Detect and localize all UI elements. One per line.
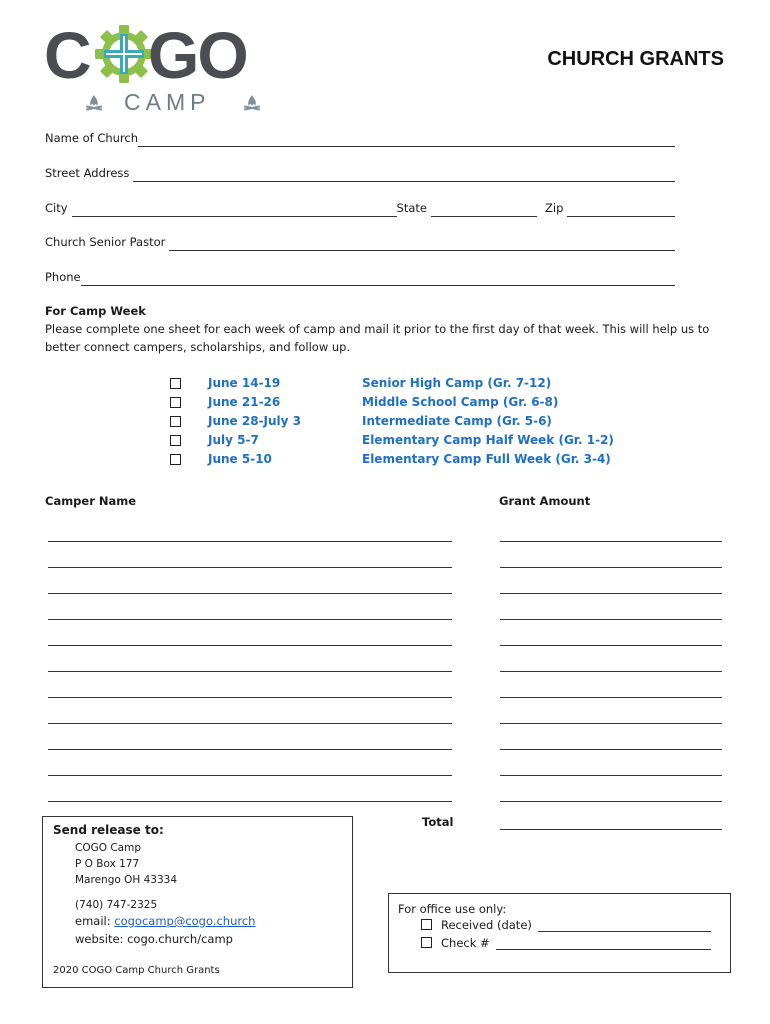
campfire-icon: [84, 94, 104, 112]
week-camp: Elementary Camp Full Week (Gr. 3-4): [362, 452, 611, 466]
logo-camp: [80, 88, 260, 116]
week-checkbox[interactable]: [170, 454, 181, 465]
pastor-label: Church Senior Pastor: [45, 235, 166, 249]
document-title: CHURCH GRANTS: [547, 48, 724, 70]
release-email-link[interactable]: cogocamp@cogo.church: [114, 914, 256, 928]
week-date: June 14-19: [208, 376, 281, 390]
zip-label: Zip: [545, 201, 564, 215]
city-label: City: [45, 201, 68, 215]
release-email-line: [75, 914, 255, 929]
gear-cross-icon: [94, 24, 154, 84]
check-checkbox[interactable]: [421, 937, 432, 948]
camper-name-header: Camper Name: [45, 494, 137, 508]
camper-name-blank[interactable]: [48, 697, 452, 698]
camper-name-blank[interactable]: [48, 749, 452, 750]
grant-amount-blank[interactable]: [500, 645, 722, 646]
release-city: Marengo OH 43334: [75, 874, 178, 886]
week-checkbox[interactable]: [170, 435, 181, 446]
send-release-box: [42, 816, 353, 988]
city-state-zip-field[interactable]: [45, 199, 675, 217]
office-use-title: For office use only:: [398, 902, 507, 916]
week-option[interactable]: [168, 450, 628, 469]
grant-amount-blank[interactable]: [500, 567, 722, 568]
camper-name-blank[interactable]: [48, 645, 452, 646]
logo-letter-c: C: [44, 18, 90, 92]
grant-amount-blank[interactable]: [500, 775, 722, 776]
week-camp: Intermediate Camp (Gr. 5-6): [362, 414, 552, 428]
camper-name-blank[interactable]: [48, 541, 452, 542]
check-number-field[interactable]: [421, 934, 711, 950]
state-label: State: [396, 201, 427, 215]
week-checkbox[interactable]: [170, 397, 181, 408]
grant-amount-blank[interactable]: [500, 723, 722, 724]
street-address-field[interactable]: [45, 164, 675, 182]
week-option[interactable]: [168, 393, 628, 412]
pastor-field[interactable]: [45, 233, 675, 251]
check-blank[interactable]: [496, 937, 711, 950]
week-checkbox[interactable]: [170, 416, 181, 427]
received-checkbox[interactable]: [421, 919, 432, 930]
logo-letters-go: GO: [148, 18, 247, 92]
grant-amount-blank[interactable]: [500, 749, 722, 750]
camper-name-blank[interactable]: [48, 775, 452, 776]
grant-amount-header: Grant Amount: [499, 494, 591, 508]
received-blank[interactable]: [538, 919, 711, 932]
camp-week-heading: For Camp Week: [45, 304, 146, 318]
church-name-field[interactable]: [45, 129, 675, 147]
week-date: July 5-7: [208, 433, 259, 447]
total-label: Total: [422, 815, 454, 829]
week-date: June 5-10: [208, 452, 272, 466]
phone-blank[interactable]: [81, 273, 675, 286]
week-camp: Middle School Camp (Gr. 6-8): [362, 395, 559, 409]
camper-name-blank[interactable]: [48, 671, 452, 672]
church-name-label: Name of Church: [45, 131, 139, 145]
street-address-label: Street Address: [45, 166, 130, 180]
week-checkbox[interactable]: [170, 378, 181, 389]
send-release-title: Send release to:: [53, 823, 164, 837]
release-footer: 2020 COGO Camp Church Grants: [53, 965, 220, 976]
release-phone: (740) 747-2325: [75, 899, 158, 911]
grant-amount-blank[interactable]: [500, 671, 722, 672]
grant-amount-blank[interactable]: [500, 697, 722, 698]
week-date: June 21-26: [208, 395, 281, 409]
logo-wordmark: [44, 18, 260, 92]
week-option[interactable]: [168, 374, 628, 393]
week-option[interactable]: [168, 431, 628, 450]
camper-name-blank[interactable]: [48, 567, 452, 568]
cogo-camp-logo: [44, 18, 260, 118]
campfire-icon: [242, 94, 262, 112]
grant-amount-blank[interactable]: [500, 593, 722, 594]
state-blank[interactable]: [431, 204, 537, 217]
release-email-label: email:: [75, 914, 115, 928]
received-date-field[interactable]: [421, 916, 711, 932]
street-address-blank[interactable]: [133, 169, 675, 182]
city-blank[interactable]: [72, 204, 397, 217]
camper-name-blank[interactable]: [48, 723, 452, 724]
total-amount-blank[interactable]: [500, 829, 722, 830]
phone-field[interactable]: [45, 268, 675, 286]
camp-week-instructions: Please complete one sheet for each week of camp and mail it prior to the first day of that week. This will help us to better connect campers, scholarships, and follow up.: [45, 322, 710, 354]
check-label: Check #: [441, 936, 490, 950]
week-date: June 28-July 3: [208, 414, 302, 428]
release-org: COGO Camp: [75, 842, 141, 854]
week-camp: Elementary Camp Half Week (Gr. 1-2): [362, 433, 614, 447]
grant-amount-blank[interactable]: [500, 619, 722, 620]
received-label: Received (date): [441, 918, 532, 932]
logo-camp-text: CAMP: [124, 89, 211, 115]
grant-amount-blank[interactable]: [500, 801, 722, 802]
office-use-box: [388, 893, 731, 973]
grant-amount-blank[interactable]: [500, 541, 722, 542]
release-website: website: cogo.church/camp: [75, 932, 233, 946]
week-camp: Senior High Camp (Gr. 7-12): [362, 376, 552, 390]
camper-name-blank[interactable]: [48, 801, 452, 802]
phone-label: Phone: [45, 270, 81, 284]
release-po-box: P O Box 177: [75, 858, 140, 870]
camper-name-blank[interactable]: [48, 593, 452, 594]
camp-week-options: [168, 374, 628, 469]
zip-blank[interactable]: [567, 204, 675, 217]
church-name-blank[interactable]: [138, 134, 675, 147]
camper-name-blank[interactable]: [48, 619, 452, 620]
pastor-blank[interactable]: [169, 238, 675, 251]
week-option[interactable]: [168, 412, 628, 431]
